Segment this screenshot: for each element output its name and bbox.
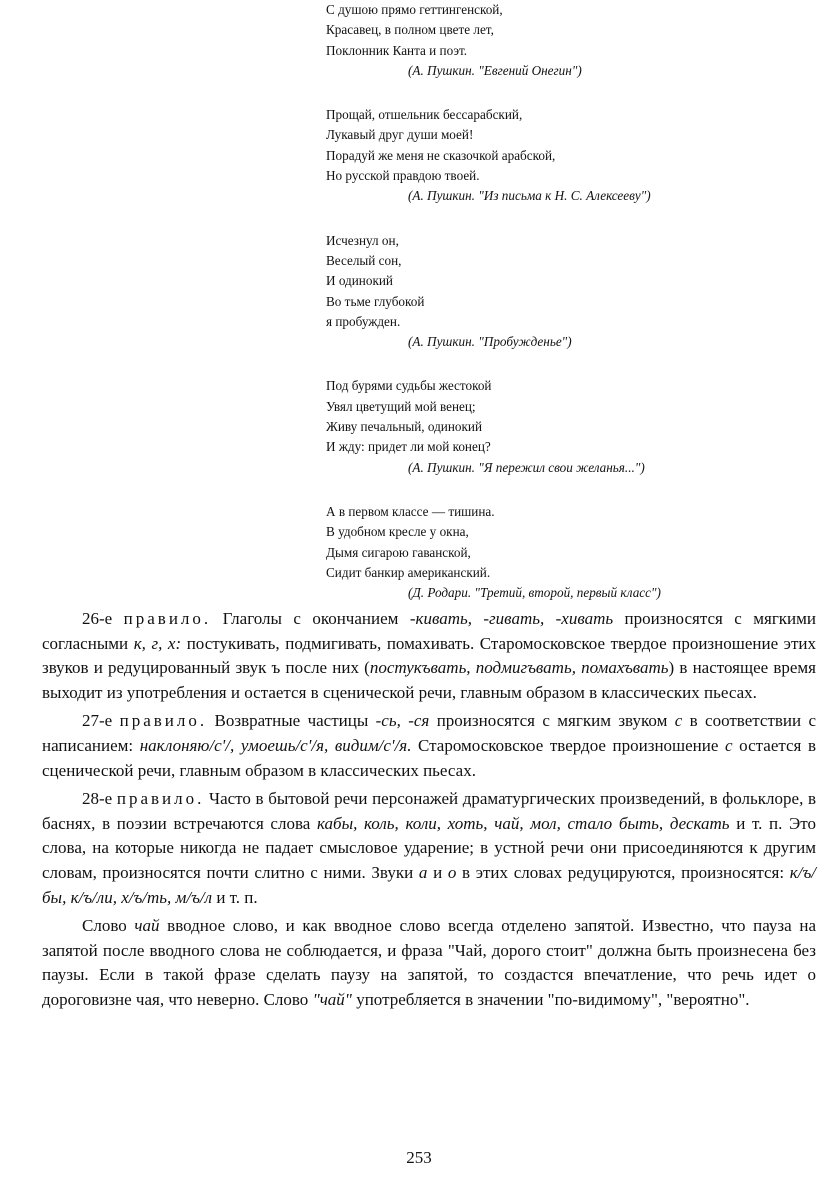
verse-line: А в первом классе — тишина. [326, 503, 495, 519]
verse-line: Под бурями судьбы жестокой [326, 378, 492, 394]
italic-run: "чай" [312, 989, 352, 1009]
stanza-5 [326, 502, 806, 603]
page-number: 253 [406, 1148, 432, 1167]
rule-number: 28-е [82, 789, 113, 809]
italic-run: -сь, -ся [375, 711, 430, 731]
text-run: произносятся с мягким звуком [429, 711, 675, 731]
rule-word: правило. [116, 789, 205, 809]
verse-line: Во тьме глубокой [326, 293, 425, 309]
verse-line: Дымя сигарою гаванской, [326, 544, 471, 560]
verse-source: (Д. Родари. "Третий, второй, первый класс") [408, 585, 661, 601]
verse-line: Веселый сон, [326, 252, 402, 268]
verse-line: Сидит банкир американский. [326, 564, 491, 580]
italic-run: постукъвать, подмигъвать, помахъвать [369, 658, 669, 678]
poetry-examples [326, 0, 806, 627]
verse-line: И одинокий [326, 273, 393, 289]
verse-line: В удобном кресле у окна, [326, 524, 469, 540]
italic-run: с [725, 735, 733, 755]
stanza-1 [326, 0, 806, 81]
rule-28-paragraph [42, 787, 816, 910]
verse-line: Увял цветущий мой венец; [326, 398, 476, 414]
italic-run: а [418, 862, 428, 882]
rule-number: 27-е [82, 711, 113, 731]
verse-line: И жду: придет ли мой конец? [326, 439, 491, 455]
verse-line: Но русской правдою твоей. [326, 168, 480, 184]
italic-run: -кивать, -гивать, -хивать [409, 609, 614, 628]
text-run: Возвратные частицы [214, 711, 376, 731]
verse-line: я пробужден. [326, 313, 401, 329]
text-run: в этих словах редуцируются, произносятся: [456, 862, 790, 882]
text-run: и т. п. Это слова, на которые никогда не падает смысловое ударение; в устной речи они присоединяются к другим словам, произносятся почти слитно с ними. Звуки [42, 813, 816, 882]
verse-line: Поклонник Канта и поэт. [326, 42, 468, 58]
italic-run: к, г, х: [133, 633, 182, 653]
verse-source: (А. Пушкин. "Из письма к Н. С. Алексееву") [408, 188, 651, 204]
rule-number: 26-е [82, 609, 113, 628]
stanza-2 [326, 105, 806, 206]
text-run: Слово [82, 916, 135, 936]
verse-source: (А. Пушкин. "Евгений Онегин") [408, 62, 582, 78]
text-run: вводное слово, и как вводное слово всегда отделено запятой. Известно, что пауза на запятой после вводного слова не соблюдается, и фраза "Чай, дорого стоит" должна быть произнесена без паузы. Если в такой фразе сделать паузу на запятой, то создастся впечатление, что речь идет о дороговизне чая, что неверно. Слово [42, 916, 816, 1009]
text-run: ) в настоящее время выходит из употребления и остается в сценической речи, главным образом в классических пьесах. [42, 658, 816, 702]
verse-line: Лукавый друг души моей! [326, 127, 474, 143]
text-run: остается в сценической речи, главным образом в классических пьесах. [42, 735, 816, 780]
rule-26-paragraph [42, 607, 816, 705]
italic-run: наклоняю/с'/, умоешь/с'/я, видим/с'/я. [139, 735, 412, 755]
italic-run: кабы, коль, коли, хоть, чай, мол, стало быть, дескать [316, 813, 730, 833]
text-run: и т. п. [212, 887, 258, 907]
chai-paragraph [42, 914, 816, 1012]
stanza-3 [326, 231, 806, 353]
text-run: произносятся с мягкими согласными [42, 609, 817, 653]
italic-run: о [447, 862, 457, 882]
verse-source: (А. Пушкин. "Я пережил свои желанья...") [408, 459, 645, 475]
stanza-4 [326, 376, 806, 477]
verse-line: Красавец, в полном цвете лет, [326, 22, 494, 38]
text-run: Часто в бытовой речи персонажей драматургических произведений, в фольклоре, в баснях, в поэзии встречаются слова [42, 789, 817, 833]
rules-text [42, 607, 816, 1017]
verse-line: С душою прямо геттингенской, [326, 2, 503, 17]
italic-run: с [674, 711, 683, 731]
text-run: постукивать, подмигивать, помахивать. Старомосковское твердое произношение этих звуков и редуцированный звук ъ после них ( [42, 633, 817, 678]
verse-source: (А. Пушкин. "Пробужденье") [408, 334, 572, 350]
text-run: и [427, 862, 448, 882]
rule-27-paragraph [42, 709, 816, 783]
verse-line: Порадуй же меня не сказочкой арабской, [326, 147, 556, 163]
italic-run: чай [134, 916, 160, 936]
italic-run: к/ъ/бы, к/ъ/ли, х/ъ/ть, м/ъ/л [42, 862, 816, 907]
text-run: употребляется в значении "по-видимому", "вероятно". [351, 989, 750, 1009]
text-run: в соответствии с написанием: [42, 711, 817, 755]
text-run: Старомосковское твердое произношение [411, 735, 726, 755]
rule-word: правило. [119, 711, 208, 731]
verse-line: Исчезнул он, [326, 232, 399, 248]
rule-word: правило. [123, 609, 212, 628]
verse-line: Живу печальный, одинокий [326, 419, 483, 435]
verse-line: Прощай, отшельник бессарабский, [326, 107, 523, 123]
text-run: Глаголы с окончанием [222, 609, 410, 628]
